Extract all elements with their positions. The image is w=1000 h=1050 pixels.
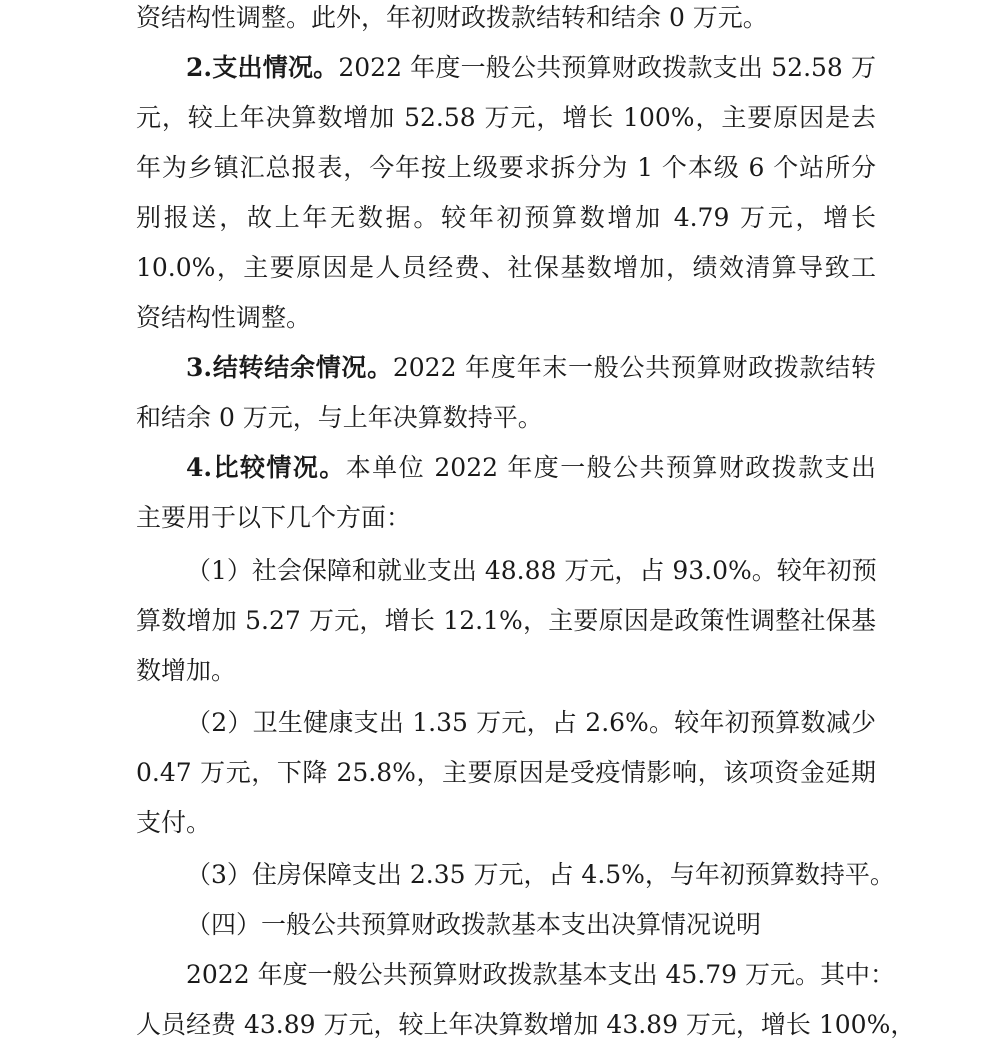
section-heading-line: 2.支出情况。2022 年度一般公共预算财政拨款支出 52.58 万: [186, 53, 876, 82]
paragraph-line: 支付。: [136, 808, 212, 837]
section-title: （四）一般公共预算财政拨款基本支出决算情况说明: [186, 910, 762, 939]
list-item-line: （1）社会保障和就业支出 48.88 万元，占 93.0%。较年初预: [186, 556, 877, 585]
paragraph-line: 2022 年度一般公共预算财政拨款基本支出 45.79 万元。其中：: [186, 960, 896, 989]
section-heading-carryover: 3.结转结余情况。: [186, 353, 393, 382]
section-heading-line: 4.比较情况。本单位 2022 年度一般公共预算财政拨款支出: [186, 453, 876, 482]
section-heading-line: 3.结转结余情况。2022 年度年末一般公共预算财政拨款结转: [186, 353, 876, 382]
paragraph-line: 人员经费 43.89 万元，较上年决算数增加 43.89 万元，增长 100%，: [136, 1010, 916, 1039]
section-heading-expenditure: 2.支出情况。: [186, 53, 339, 82]
paragraph-line: 元，较上年决算数增加 52.58 万元，增长 100%，主要原因是去: [136, 103, 876, 132]
paragraph-line: 年为乡镇汇总报表，今年按上级要求拆分为 1 个本级 6 个站所分: [136, 153, 876, 182]
paragraph-line: 0.47 万元，下降 25.8%，主要原因是受疫情影响，该项资金延期: [136, 758, 876, 787]
paragraph-line: 和结余 0 万元，与上年决算数持平。: [136, 403, 543, 432]
paragraph-line: 算数增加 5.27 万元，增长 12.1%，主要原因是政策性调整社保基: [136, 606, 876, 635]
paragraph-line: 别报送，故上年无数据。较年初预算数增加 4.79 万元，增长: [136, 203, 876, 232]
section-heading-comparison: 4.比较情况。: [186, 453, 346, 482]
list-item-line: （2）卫生健康支出 1.35 万元，占 2.6%。较年初预算数减少: [186, 708, 876, 737]
paragraph-line: 10.0%，主要原因是人员经费、社保基数增加，绩效清算导致工: [136, 253, 876, 282]
paragraph-line: 资结构性调整。: [136, 303, 312, 332]
paragraph-line: 主要用于以下几个方面：: [136, 503, 412, 532]
list-item-line: （3）住房保障支出 2.35 万元，占 4.5%，与年初预算数持平。: [186, 860, 895, 889]
paragraph-line: 数增加。: [136, 656, 237, 685]
paragraph-line: 资结构性调整。此外，年初财政拨款结转和结余 0 万元。: [136, 3, 768, 32]
